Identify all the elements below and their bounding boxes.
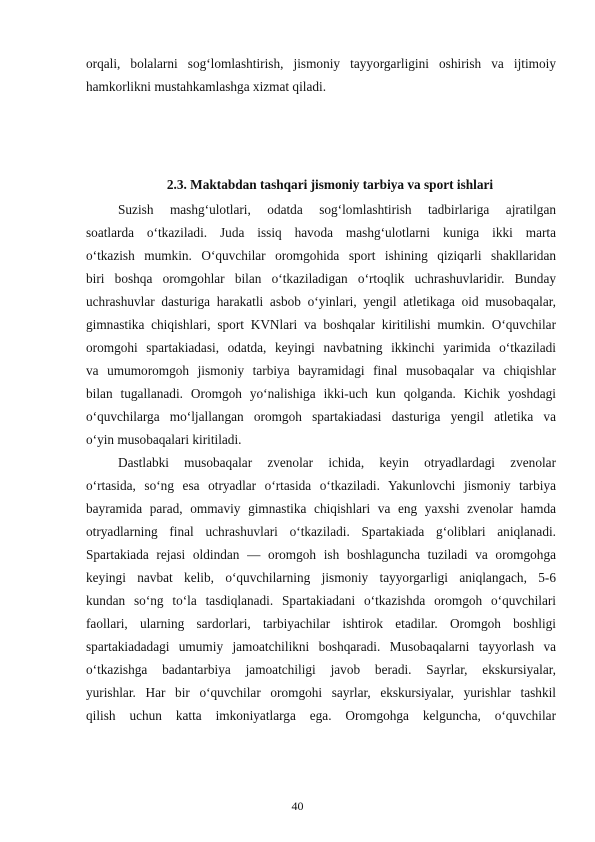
text-line: va umumoromgoh jismoniy tarbiya bayramidagi final musobaqalar va chiqishlar bbox=[86, 363, 556, 378]
text-line: orqali, bolalarni sog‘lomlashtirish, jismoniy tayyorgarligini oshirish va ijtimoiy bbox=[86, 56, 556, 71]
text-line: o‘tkazishga badantarbiya jamoatchiligi javob beradi. Sayrlar, ekskursiyalar, bbox=[86, 662, 556, 677]
page-number: 40 bbox=[291, 799, 304, 813]
text-line: hamkorlikni mustahkamlashga xizmat qiladi. bbox=[86, 79, 327, 94]
text-line: uchrashuvlar dasturiga harakatli asbob o‘yinlari, yengil atletikaga oid musobaqalar, bbox=[86, 294, 556, 309]
section-heading-text: 2.3. Maktabdan tashqari jismoniy tarbiya va sport ishlari bbox=[166, 177, 494, 192]
text-line: bayramida parad, ommaviy gimnastika chiqishlari va eng yaxshi zvenolar hamda bbox=[86, 501, 556, 516]
text-line: spartakiadadagi umumiy jamoatchilikni boshqaradi. Musobaqalarni tayyorlash va bbox=[86, 639, 556, 654]
text-line: Dastlabki musobaqalar zvenolar ichida, keyin otryadlardagi zvenolar bbox=[118, 455, 556, 470]
text-line: o‘rtasida, so‘ng esa otryadlar o‘rtasida o‘tkaziladi. Yakunlovchi jismoniy tarbiya bbox=[86, 478, 556, 493]
text-line: otryadlarning final uchrashuvlari o‘tkaziladi. Spartakiada g‘oliblari aniqlanadi. bbox=[86, 524, 556, 539]
text-line: oromgohi spartakiadasi, odatda, keyingi navbatning ikkinchi yarimida o‘tkaziladi bbox=[86, 340, 556, 355]
section-heading bbox=[86, 177, 556, 193]
text-line: bilan tugallanadi. Oromgoh yo‘nalishiga ikki-uch kun qolganda. Kichik yoshdagi bbox=[86, 386, 556, 401]
text-line: o‘quvchilarga mo‘ljallangan oromgoh spartakiadasi dasturiga yengil atletika va bbox=[86, 409, 556, 424]
text-line: o‘tkazish mumkin. O‘quvchilar oromgohida sport ishining qiziqarli shakllaridan bbox=[86, 248, 556, 263]
text-line: qilish uchun katta imkoniyatlarga ega. Oromgohga kelguncha, o‘quvchilar bbox=[86, 708, 556, 723]
text-line: soatlarda o‘tkaziladi. Juda issiq havoda mashg‘ulotlarni kuniga ikki marta bbox=[86, 225, 556, 240]
text-line: yurishlar. Har bir o‘quvchilar oromgohi sayrlar, ekskursiyalar, yurishlar tashkil bbox=[86, 685, 556, 700]
text-line: biri boshqa oromgohlar bilan o‘tkaziladigan o‘rtoqlik uchrashuvlaridir. Bunday bbox=[86, 271, 556, 286]
text-line: Spartakiada rejasi oldindan — oromgoh ish boshlaguncha tuziladi va oromgohga bbox=[86, 547, 556, 562]
text-line: faollari, ularning sardorlari, tarbiyachilar ishtirok etadilar. Oromgoh boshligi bbox=[86, 616, 556, 631]
text-line: Suzish mashg‘ulotlari, odatda sog‘lomlashtirish tadbirlariga ajratilgan bbox=[118, 202, 556, 217]
text-line: keyingi navbat kelib, o‘quvchilarning jismoniy tayyorgarligi aniqlangach, 5-6 bbox=[86, 570, 556, 585]
text-line: gimnastika chiqishlari, sport KVNlari va boshqalar kiritilishi mumkin. O‘quvchilar bbox=[86, 317, 556, 332]
text-line: kundan so‘ng to‘la tasdiqlanadi. Spartakiadani o‘tkazishda oromgoh o‘quvchilari bbox=[86, 593, 556, 608]
text-line: o‘yin musobaqalari kiritiladi. bbox=[86, 432, 242, 447]
